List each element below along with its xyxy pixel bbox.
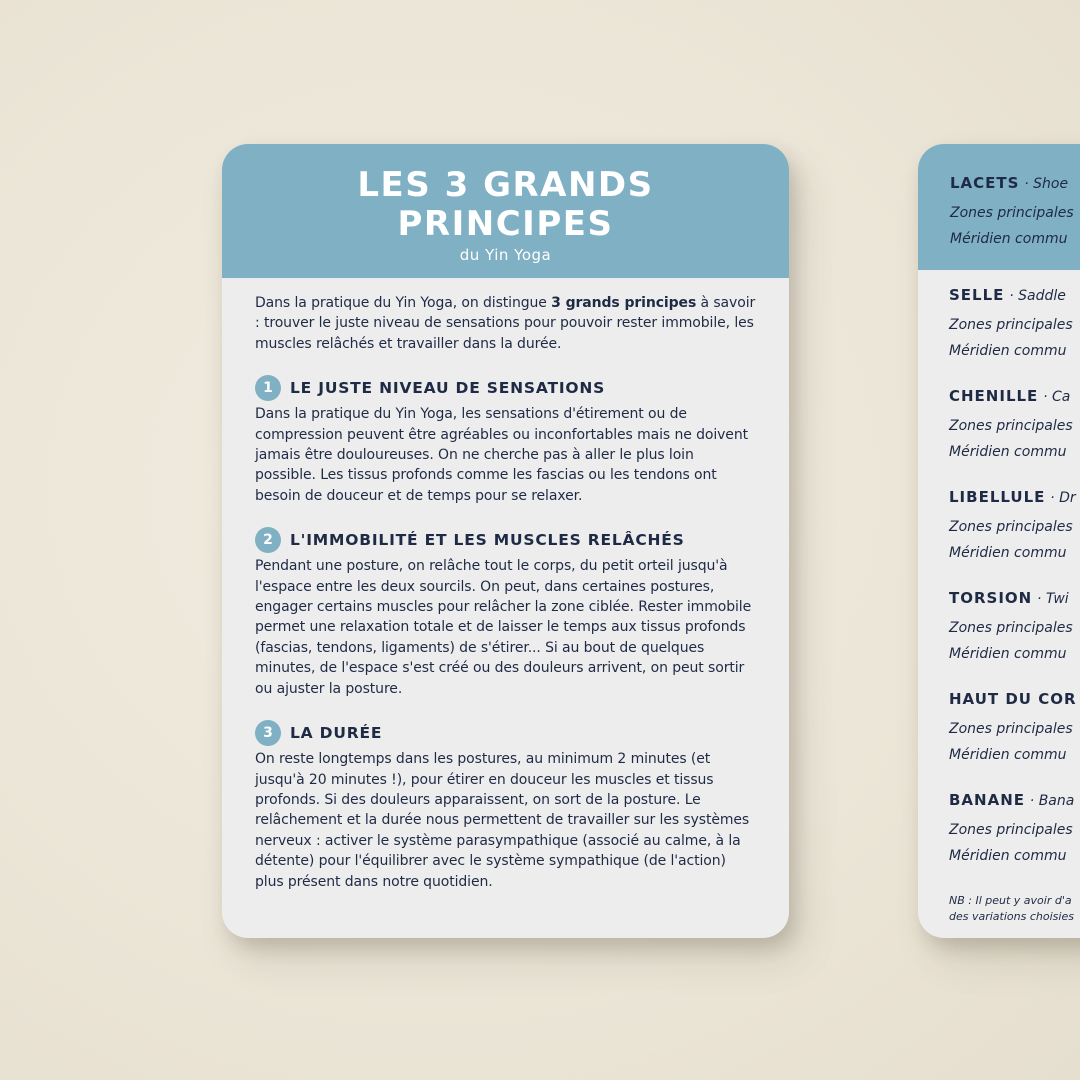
pose-title	[949, 690, 1080, 716]
pose-name: LIBELLULE	[949, 488, 1046, 506]
section-3-text: On reste longtemps dans les postures, au minimum 2 minutes (et jusqu'à 20 minutes !), pour étirer en douceur les muscles et tissus profonds. Si des douleurs apparaissent, on sort de la posture. Le relâchement et la durée nous permettent de travailler sur les systèmes nerveux : activer le système parasympathique (associé au calme, à la détente) pour l'équilibrer avec le système sympathique (de l'action) plus présent dans notre quotidien.	[255, 751, 750, 890]
poses-card	[918, 144, 1080, 938]
card-title	[222, 166, 789, 244]
pose-name: CHENILLE	[949, 387, 1039, 405]
pose-name: HAUT DU COR	[949, 690, 1077, 708]
card-header	[222, 144, 789, 278]
intro-paragraph	[255, 293, 756, 354]
pose-meridien: Méridien commu	[949, 646, 1067, 662]
card-title-line1: LES 3 GRANDS	[357, 165, 654, 205]
pose-zones: Zones principales	[949, 822, 1073, 838]
pose-english: · Saddle	[1009, 288, 1066, 304]
pose-meridien: Méridien commu	[949, 848, 1067, 864]
note-line-1: NB : Il peut y avoir d'a	[949, 894, 1072, 907]
pose-item-chenille	[949, 387, 1080, 488]
pose-name: SELLE	[949, 286, 1005, 304]
pose-zones: Zones principales	[949, 418, 1073, 434]
pose-item-selle	[949, 286, 1080, 387]
pose-name: TORSION	[949, 589, 1033, 607]
pose-zones: Zones principales	[949, 620, 1073, 636]
pose-title	[949, 488, 1080, 514]
poses-list	[918, 270, 1080, 924]
pose-meridien: Méridien commu	[949, 545, 1067, 561]
card-title-line2: PRINCIPES	[397, 204, 614, 244]
card-body	[222, 278, 789, 892]
pose-item-haut-du-corps	[949, 690, 1080, 791]
pose-meridien: Méridien commu	[949, 444, 1067, 460]
pose-zones: Zones principales	[949, 519, 1073, 535]
section-1-text: Dans la pratique du Yin Yoga, les sensations d'étirement ou de compression peuvent être agréables ou inconfortables mais ne doivent jamais être douloureuses. On ne cherche pas à aller le plus loin possible. Les tissus profonds comme les fascias ou les tendons ont besoin de douceur et de temps pour se relaxer.	[255, 406, 748, 504]
section-2-text: Pendant une posture, on relâche tout le corps, du petit orteil jusqu'à l'espace entre les deux sourcils. On peut, dans certaines postures, engager certains muscles pour relâcher la zone ciblée. Rester immobile permet une relaxation totale et de laisser le temps aux tissus profonds (fascias, tendons, ligaments) de s'étirer... Si au bout de quelques minutes, de l'espace s'est créé ou des douleurs arrivent, on peut sortir ou ajuster la posture.	[255, 558, 752, 697]
section-1-heading	[255, 375, 756, 401]
section-3-title: LA DURÉE	[290, 724, 383, 743]
intro-text-start: Dans la pratique du Yin Yoga, on distingue	[255, 295, 552, 311]
pose-meridien: Méridien commu	[949, 747, 1067, 763]
section-3-number-badge: 3	[255, 720, 281, 746]
pose-item-banane	[949, 791, 1080, 892]
header-pose-zones: Zones principales	[950, 205, 1074, 221]
pose-name: BANANE	[949, 791, 1026, 809]
pose-item-torsion	[949, 589, 1080, 690]
intro-text-bold: 3 grands principes	[551, 295, 697, 311]
section-3-heading	[255, 720, 756, 746]
pose-title	[949, 387, 1080, 413]
pose-item-libellule	[949, 488, 1080, 589]
pose-title	[949, 286, 1080, 312]
pose-english: · Ca	[1043, 389, 1071, 405]
pose-english: · Dr	[1050, 490, 1076, 506]
section-2-heading	[255, 527, 756, 553]
section-2-number-badge: 2	[255, 527, 281, 553]
pose-zones: Zones principales	[949, 721, 1073, 737]
header-pose-title	[950, 174, 1080, 200]
pose-title	[949, 589, 1080, 615]
section-2-title: L'IMMOBILITÉ ET LES MUSCLES RELÂCHÉS	[290, 531, 685, 550]
section-1-title: LE JUSTE NIVEAU DE SENSATIONS	[290, 379, 606, 398]
poses-card-header	[918, 144, 1080, 270]
intro-text-end: à savoir : trouver le juste niveau de sensations pour pouvoir rester immobile, les muscles relâchés et travailler dans la durée.	[255, 295, 756, 352]
header-pose-meridien: Méridien commu	[950, 231, 1068, 247]
card-subtitle: du Yin Yoga	[459, 246, 552, 264]
pose-english: · Bana	[1029, 793, 1075, 809]
header-pose-name: LACETS	[950, 174, 1020, 192]
note-line-2: des variations choisies	[949, 910, 1074, 923]
pose-title	[949, 791, 1080, 817]
section-1-number-badge: 1	[255, 375, 281, 401]
pose-english: · Twi	[1037, 591, 1069, 607]
header-pose-english: · Shoe	[1024, 176, 1069, 192]
principles-card	[222, 144, 789, 938]
pose-meridien: Méridien commu	[949, 343, 1067, 359]
pose-zones: Zones principales	[949, 317, 1073, 333]
